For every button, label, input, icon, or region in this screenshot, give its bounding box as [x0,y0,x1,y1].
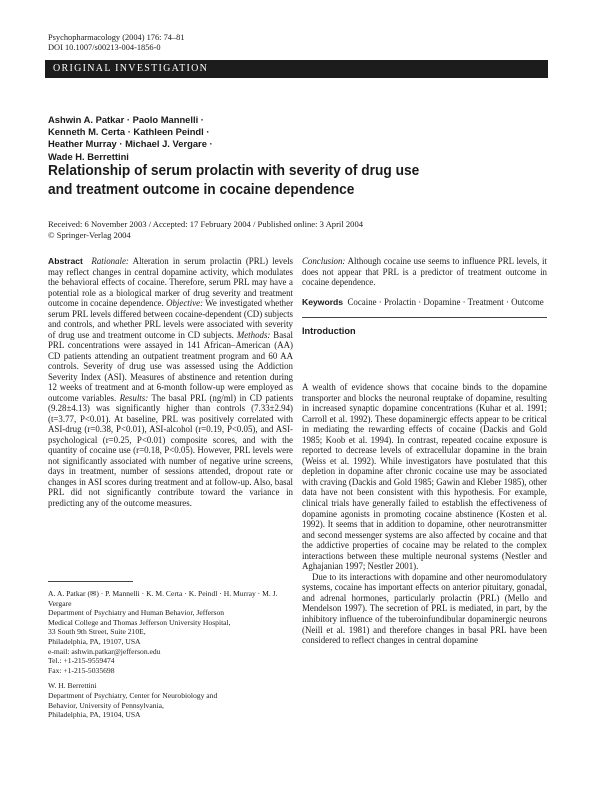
footnote-divider [48,581,133,582]
methods-text: Basal PRL concentrations were assayed in 141 African–American (AA) CD patients attending an outpatient treatment program and 60 AA controls. Severity of drug use was assessed using the Addiction Severity Index (ASI). Measures of abstinence and retention during 12 weeks of treatment and at 6-month follow-up were employed as outcome variables. [48,329,294,403]
author-line: Ashwin A. Patkar · Paolo Mannelli · [48,114,204,125]
author-line: Kenneth M. Certa · Kathleen Peindl · [48,126,210,138]
abstract-label: Abstract [48,256,83,266]
author-line: Wade H. Berrettini [48,150,129,162]
results-text: The basal PRL (ng/ml) in CD patients (9.28±4.13) was significantly higher than controls (7.33±2.94) (t=3.77, P<0.01). At baseline, PRL was positively correlated with ASI-drug (r=0.38, P<0.01), ASI-alcohol (r=0.19, P<0.05), and ASI-psychological (r=0.25, P<0.01) composite scores, and with the quantity of cocaine use (r=0.18, P<0.05). However, PRL levels were not significantly associated with number of negative urine screens, days in treatment, number of sessions attended, dropout rate or changes in ASI scores during treatment and at follow-up. Also, basal PRL did not significantly contribute toward the variance in predicting any of the outcome measures. [48,392,294,508]
objective-text: We investigated whether serum PRL levels differed between cocaine-dependent (CD) subjects and controls, and whether PRL levels were associated with severity of drug use and treatment outcome in CD subjects. [48,298,294,340]
section-divider [302,317,547,318]
abstract [48,256,293,508]
abstract-column [48,256,293,508]
abstract-continuation [302,256,547,337]
dates-line: Received: 6 November 2003 / Accepted: 17 February 2004 / Published online: 3 April 2004 [48,219,364,229]
affiliation-line: Department of Psychiatry and Human Behavior, Jefferson [48,608,225,618]
intro-paragraph-1: A wealth of evidence shows that cocaine binds to the dopamine transporter and blocks the neuronal reuptake of dopamine, resulting in increased synaptic dopamine concentrations (Kuhar et al. 1991; Carroll et al. 1992). These dopaminergic effects appear to be critical in mediating the rewarding effects of cocaine (Dackis and Gold 1985; Koob et al. 1994). In contrast, repeated cocaine exposure is reported to decrease levels of extracellular dopamine in the brain (Weiss et al. 1992). While investigators have postulated that this depletion in dopamine after chronic cocaine use may be associated with craving (Dackis and Gold 1985; Gawin and Kleber 1985), other data have not been consistent with this hypothesis. For example, clinical trials have generally failed to establish the effectiveness of dopamine agonists in promoting cocaine abstinence (Kosten et al. 1992). It seems that in addition to dopamine, other neurotransmitter and second messenger systems are also affected by cocaine and that the addictive properties of cocaine may be related to the complex interactions between these multiple neuronal systems (Nestler and Aghajanian 1997; Nestler 2001). [302,382,547,572]
keywords-text: Cocaine · Prolactin · Dopamine · Treatment · Outcome [347,296,544,307]
author-list [48,114,213,163]
author-line: Heather Murray · Michael J. Vergare · [48,138,213,150]
affiliation-line: Medical College and Thomas Jefferson University Hospital, [48,617,231,627]
article-title [48,162,499,200]
keywords-label: Keywords [302,296,344,307]
affiliation-line: Department of Psychiatry, Center for Neurobiology and [48,690,218,700]
affiliation-line: Tel.: +1-215-9559474 [48,656,115,666]
affiliation-line: Behavior, University of Pennsylvania, [48,700,164,710]
section-banner: ORIGINAL INVESTIGATION [45,60,548,78]
keywords [302,297,547,308]
journal-citation: Psychopharmacology (2004) 176: 74–81 [48,33,185,42]
conclusion-label: Conclusion: [302,256,346,266]
title-line: and treatment outcome in cocaine dependence [48,182,355,198]
abstract-conclusion [302,256,547,288]
intro-paragraph-2: Due to its interactions with dopamine and other neuromodulatory systems, cocaine has important effects on anterior pituitary, gonadal, and adrenal hormones, particularly prolactin (PRL) (Mello and Mendelson 1997). The secretion of PRL is mediated, in part, by the inhibitory influence of the tuberoinfundibular dopaminergic neurons (Neill et al. 1981) and therefore changes in basal PRL have been considered to reflect changes in central dopamine [302,571,547,646]
introduction-heading: Introduction [302,326,356,336]
affiliation-line: Philadelphia, PA, 19104, USA [48,710,141,720]
title-line: Relationship of serum prolactin with severity of drug use [48,163,420,179]
email-link[interactable]: e-mail: ashwin.patkar@jefferson.edu [48,646,161,656]
affiliation-line: 33 South 9th Street, Suite 210E, [48,627,146,637]
affiliation-name: W. H. Berrettini [48,681,97,691]
copyright: © Springer-Verlag 2004 [48,230,131,240]
affiliation-line: Fax: +1-215-5035698 [48,665,115,675]
conclusion-text: Although cocaine use seems to influence PRL levels, it does not appear that PRL is a predictor of treatment outcome in cocaine dependence. [302,256,547,287]
affiliation-authors: A. A. Patkar (✉) · P. Mannelli · K. M. Certa · K. Peindl · H. Murray · M. J. Vergare [48,589,278,608]
objective-label: Objective: [166,298,204,308]
methods-label: Methods: [236,329,271,340]
doi: DOI 10.1007/s00213-004-1856-0 [48,43,161,52]
introduction-body [302,382,547,646]
journal-header [48,33,185,53]
rationale-text: Alteration in serum prolactin (PRL) levels may reflect changes in central dopamine activity, which modulates the behavioral effects of cocaine. Therefore, serum PRL may have a potential role as a biological marker of drug severity and treatment outcome in cocaine dependence. [48,256,293,308]
results-label: Results: [119,392,149,403]
publication-dates [48,219,363,241]
affiliations [48,589,298,720]
affiliation-line: Philadelphia, PA, 19107, USA [48,636,141,646]
rationale-label: Rationale: [91,256,129,266]
